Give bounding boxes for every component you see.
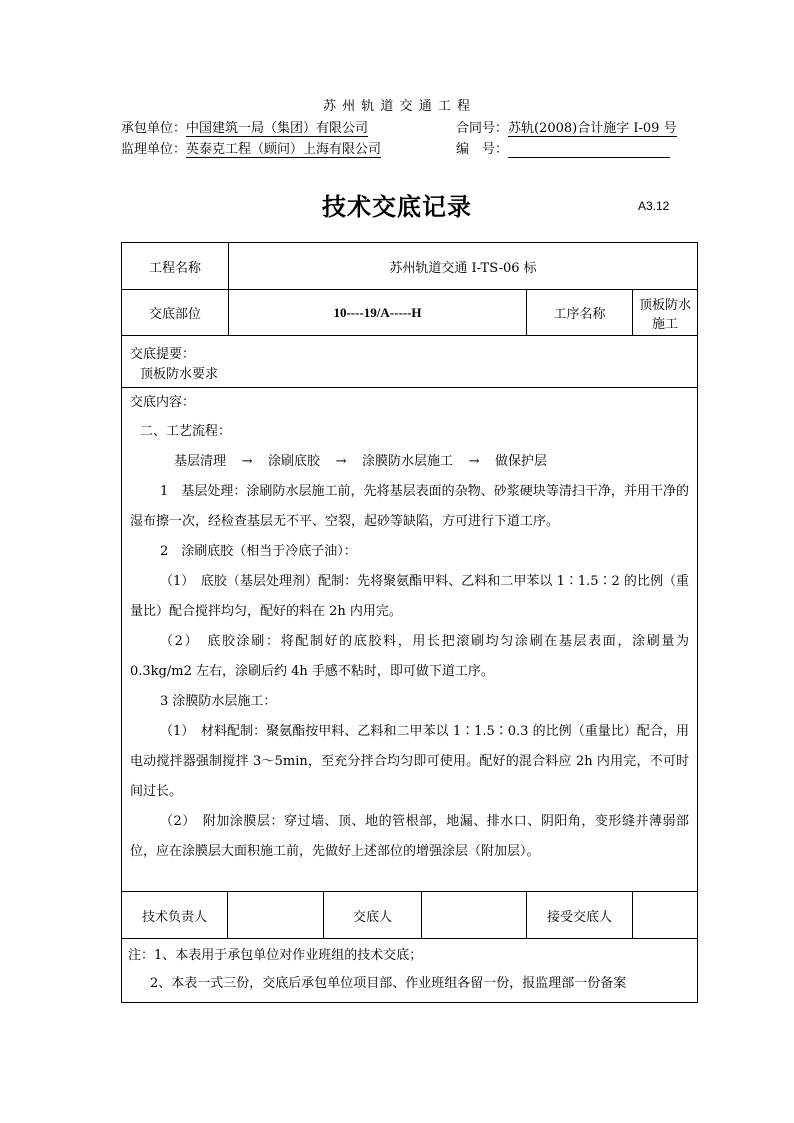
project-name-label: 工程名称 <box>122 243 229 290</box>
receiver-signature <box>633 892 698 939</box>
flow-step-4: 做保护层 <box>495 454 548 469</box>
content-cell <box>122 388 698 892</box>
doc-title: 技术交底记录 <box>322 193 472 221</box>
paragraph: （2） 附加涂膜层：穿过墙、顶、地的管根部，地漏、排水口、阴阳角，变形缝并薄弱部位，应在涂膜层大面积施工前，先做好上述部位的增强涂层（附加层）。 <box>130 814 690 859</box>
discloser-signature <box>422 892 527 939</box>
arrow-icon: → <box>468 454 480 469</box>
receiver-label: 接受交底人 <box>527 892 633 939</box>
arrow-icon: → <box>241 454 253 469</box>
paragraph: （1） 底胶（基层处理剂）配制：先将聚氨酯甲料、乙料和二甲苯以 1∶1.5∶2 的比例（重量比）配合搅拌均匀，配好的料在 2h 内用完。 <box>130 574 690 619</box>
number-label: 编 号： <box>456 142 509 157</box>
project-title: 苏 州 轨 道 交 通 工 程 <box>323 99 471 114</box>
location-label: 交底部位 <box>122 290 229 336</box>
paragraph: 2 涂刷底胶（相当于冷底子油）： <box>160 544 357 559</box>
summary-label: 交底提要： <box>130 347 196 362</box>
contract-no-label: 合同号： <box>456 121 509 136</box>
content-label: 交底内容： <box>130 395 196 410</box>
disclosure-form <box>121 242 698 1003</box>
arrow-icon: → <box>335 454 347 469</box>
contract-no-row <box>456 121 677 137</box>
contract-no-value: 苏轨(2008)合计施字 I-09 号 <box>508 121 677 136</box>
supervisor-row <box>121 142 381 158</box>
process-value: 顶板防水施工 <box>633 290 698 336</box>
flow-step-2: 涂刷底胶 <box>268 454 321 469</box>
paragraph: （2） 底胶涂刷：将配制好的底胶料，用长把滚刷均匀涂刷在基层表面，涂刷量为 0.3kg/m2 左右，涂刷后约 4h 手感不粘时，即可做下道工序。 <box>130 634 690 679</box>
tech-lead-signature <box>228 892 324 939</box>
supervisor-value: 英泰克工程（顾问）上海有限公司 <box>186 142 382 157</box>
flow-step-1: 基层清理 <box>174 454 227 469</box>
summary-value: 顶板防水要求 <box>140 367 219 382</box>
number-value <box>508 142 670 158</box>
form-code: A3.12 <box>638 199 670 213</box>
process-label: 工序名称 <box>527 290 633 336</box>
notes-cell <box>122 939 698 1003</box>
contractor-row <box>121 121 368 137</box>
paragraph: （1） 材料配制：聚氨酯按甲料、乙料和二甲苯以 1∶1.5∶0.3 的比例（重量比）配合，用电动搅拌器强制搅拌 3～5min，至充分拌合均匀即可使用。配好的混合料应 2h 内用完，不可时间过长。 <box>130 724 690 799</box>
summary-cell <box>122 336 698 388</box>
discloser-label: 交底人 <box>324 892 422 939</box>
location-value: 10----19/A-----H <box>229 290 527 336</box>
contractor-label: 承包单位： <box>121 121 187 136</box>
note-1: 注：1、本表用于承包单位对作业班组的技术交底； <box>128 948 423 963</box>
supervisor-label: 监理单位： <box>121 142 187 157</box>
tech-lead-label: 技术负责人 <box>122 892 228 939</box>
paragraph: 3 涂膜防水层施工： <box>160 694 277 709</box>
flow-step-3: 涂膜防水层施工 <box>362 454 454 469</box>
number-row <box>456 142 670 158</box>
process-flow <box>122 447 697 477</box>
paragraph: 1 基层处理：涂刷防水层施工前，先将基层表面的杂物、砂浆硬块等清扫干净，并用干净的湿布擦一次，经检查基层无不平、空裂，起砂等缺陷，方可进行下道工序。 <box>130 484 690 529</box>
project-name-value: 苏州轨道交通 I-TS-06 标 <box>229 243 698 290</box>
contractor-value: 中国建筑一局（集团）有限公司 <box>186 121 369 136</box>
note-2: 2、本表一式三份，交底后承包单位项目部、作业班组各留一份，报监理部一份备案 <box>150 976 627 991</box>
section-title: 二、工艺流程： <box>140 424 232 439</box>
